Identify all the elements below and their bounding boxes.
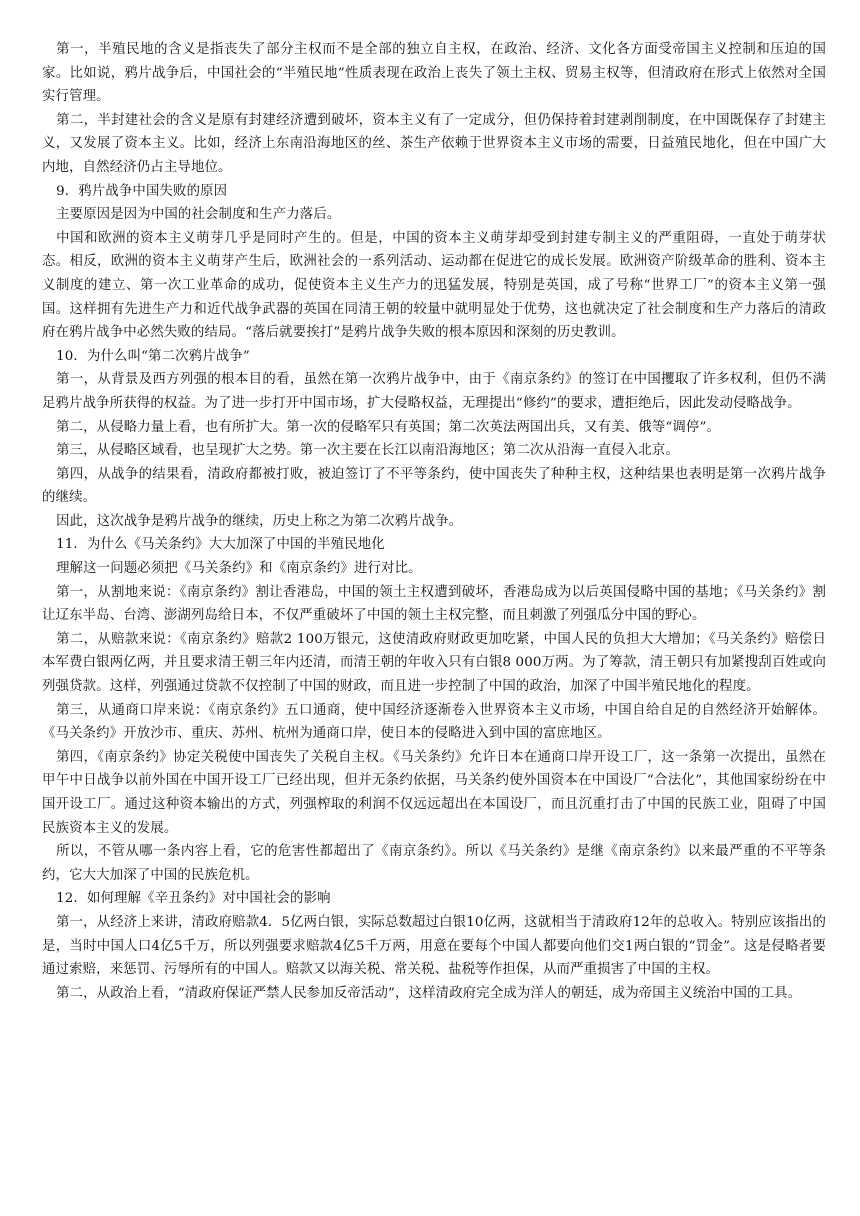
section-heading: 9．鸦片战争中国失败的原因 xyxy=(56,183,228,199)
paragraph: 第四，《南京条约》协定关税使中国丧失了关税自主权。《马关条约》允许日本在通商口岸开设工厂，这一条第一次提出，虽然在甲午中日战争以前外国在中国开设工厂已经出现，但并无条约依据，马关条约使外国资本在中国设厂“合法化”，其他国家纷纷在中国开设工厂。通过这种资本输出的方式，列强榨取的利润不仅远远超出在本国设厂，而且沉重打击了中国的民族工业，阻碍了中国民族资本主义的发展。 xyxy=(42,749,826,836)
paragraph: 第二，从侵略力量上看，也有所扩大。第一次的侵略军只有英国；第二次英法两国出兵，又有美、俄等“调停”。 xyxy=(56,419,720,435)
paragraph: 理解这一问题必须把《马关条约》和《南京条约》进行对比。 xyxy=(56,561,422,577)
paragraph: 因此，这次战争是鸦片战争的继续，历史上称之为第二次鸦片战争。 xyxy=(56,513,463,529)
paragraph: 第二，从赔款来说：《南京条约》赔款2 100万银元，这使清政府财政更加吃紧，中国人民的负担大大增加；《马关条约》赔偿日本军费白银两亿两，并且要求清王朝三年内还清，而清王朝的年收入只有白银8 000万两。为了筹款，清王朝只有加紧搜刮百姓或向列强贷款。这样，列强通过贷款不仅控制了中国的财政，而且进一步控制了中国的政治，加深了中国半殖民地化的程度。 xyxy=(42,631,826,695)
paragraph: 所以，不管从哪一条内容上看，它的危害性都超出了《南京条约》。所以《马关条约》是继《南京条约》以来最严重的不平等条约，它大大加深了中国的民族危机。 xyxy=(42,844,826,883)
paragraph: 第一，从经济上来讲，清政府赔款4．5亿两白银，实际总数超过白银10亿两，这就相当于清政府12年的总收入。特别应该指出的是，当时中国人口4亿5千万，所以列强要求赔款4亿5千万两，用意在要每个中国人都要向他们交1两白银的“罚金”。这是侵略者要通过索赔，来惩罚、污辱所有的中国人。赔款又以海关税、常关税、盐税等作担保，从而严重损害了中国的主权。 xyxy=(42,914,826,978)
section-heading: 10．为什么叫“第二次鸦片战争” xyxy=(56,348,250,364)
paragraph: 第三，从侵略区域看，也呈现扩大之势。第一次主要在长江以南沿海地区；第二次从沿海一直侵入北京。 xyxy=(56,443,679,459)
paragraph: 主要原因是因为中国的社会制度和生产力落后。 xyxy=(56,207,341,223)
paragraph: 第一，半殖民地的含义是指丧失了部分主权而不是全部的独立自主权，在政治、经济、文化各方面受帝国主义控制和压迫的国家。比如说，鸦片战争后，中国社会的“半殖民地”性质表现在政治上丧失了领土主权、贸易主权等，但清政府在形式上依然对全国实行管理。 xyxy=(42,42,826,105)
paragraph: 第一，从背景及西方列强的根本目的看，虽然在第一次鸦片战争中，由于《南京条约》的签订在中国攫取了许多权利，但仍不满足鸦片战争所获得的权益。为了进一步打开中国市场，扩大侵略权益，无理提出“修约”的要求，遭拒绝后，因此发动侵略战争。 xyxy=(42,372,826,411)
section-heading: 11．为什么《马关条约》大大加深了中国的半殖民地化 xyxy=(56,537,385,553)
paragraph: 第三，从通商口岸来说：《南京条约》五口通商，使中国经济逐渐卷入世界资本主义市场，中国自给自足的自然经济开始解体。《马关条约》开放沙市、重庆、苏州、杭州为通商口岸，使日本的侵略进入到中国的富庶地区。 xyxy=(42,702,826,742)
paragraph: 中国和欧洲的资本主义萌芽几乎是同时产生的。但是，中国的资本主义萌芽却受到封建专制主义的严重阻碍，一直处于萌芽状态。相反，欧洲的资本主义萌芽产生后，欧洲社会的一系列活动、运动都在促进它的成长发展。欧洲资产阶级革命的胜利、资本主义制度的建立、第一次工业革命的成功，促使资本主义生产力的迅猛发展，特别是英国，成了号称“世界工厂”的资本主义第一强国。这样拥有先进生产力和近代战争武器的英国在同清王朝的较量中就明显处于优势，这也就决定了社会制度和生产力落后的清政府在鸦片战争中必然失败的结局。“落后就要挨打”是鸦片战争失败的根本原因和深刻的历史教训。 xyxy=(42,230,826,341)
section-heading: 12．如何理解《辛丑条约》对中国社会的影响 xyxy=(56,891,331,907)
paragraph: 第四，从战争的结果看，清政府都被打败，被迫签订了不平等条约，使中国丧失了种种主权，这种结果也表明是第一次鸦片战争的继续。 xyxy=(42,466,826,506)
paragraph: 第二，半封建社会的含义是原有封建经济遭到破坏，资本主义有了一定成分，但仍保持着封建剥削制度，在中国既保存了封建主义，又发展了资本主义。比如，经济上东南沿海地区的丝、茶生产依赖于世界资本主义市场的需要，日益殖民地化，但在中国广大内地，自然经济仍占主导地位。 xyxy=(42,112,826,175)
paragraph: 第一，从割地来说：《南京条约》割让香港岛，中国的领土主权遭到破坏，香港岛成为以后英国侵略中国的基地；《马关条约》割让辽东半岛、台湾、澎湖列岛给日本，不仅严重破坏了中国的领土主权完整，而且刺激了列强瓜分中国的野心。 xyxy=(42,584,826,624)
paragraph: 第二，从政治上看，“清政府保证严禁人民参加反帝活动”，这样清政府完全成为洋人的朝廷，成为帝国主义统治中国的工具。 xyxy=(56,985,802,1001)
